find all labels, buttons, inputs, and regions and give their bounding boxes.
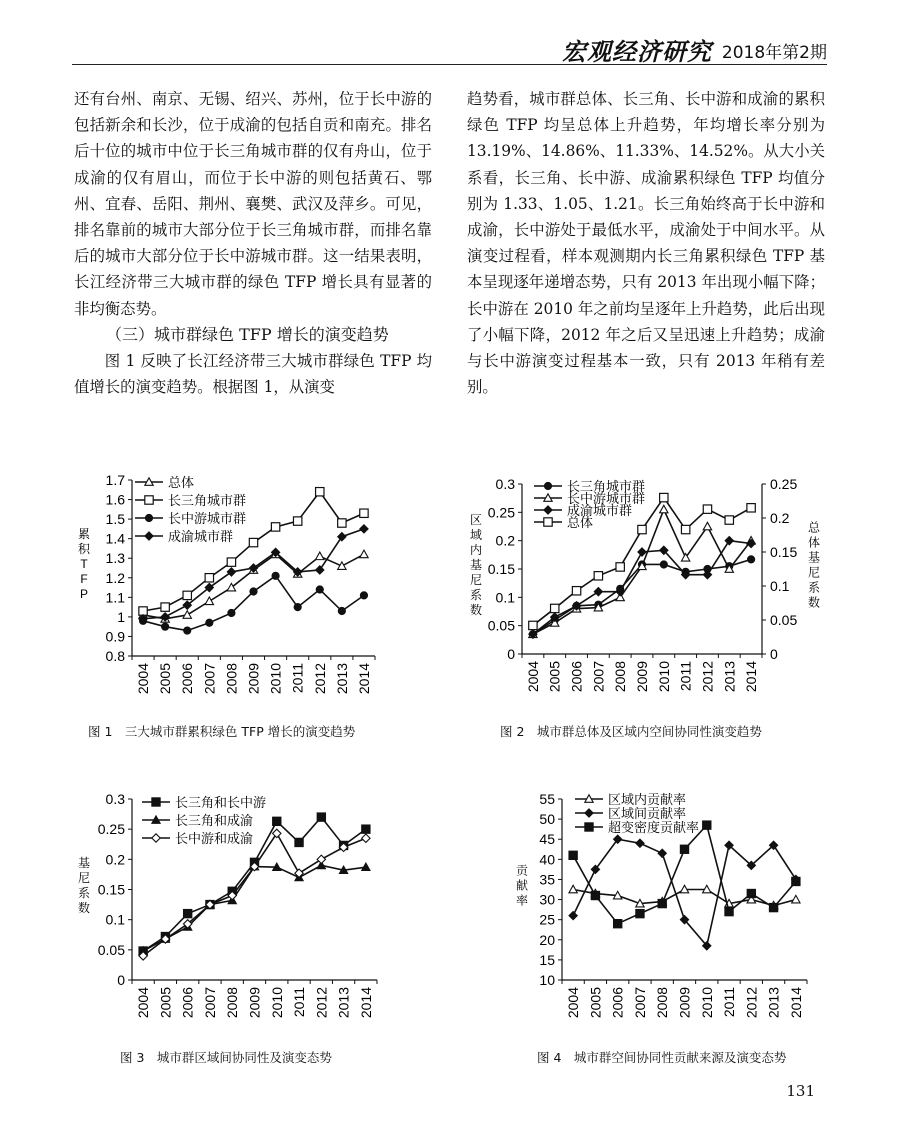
figure-1-chart: [70, 472, 400, 712]
y-right-tick-label: 0.2: [770, 510, 790, 526]
legend-label: 成渝城市群: [168, 529, 234, 544]
data-point: [205, 574, 213, 582]
x-tick-label: 2007: [201, 663, 218, 695]
data-point: [658, 849, 666, 857]
data-point: [594, 572, 602, 580]
data-point: [572, 587, 580, 595]
y-tick-label: 50: [539, 811, 555, 828]
series-line: [143, 576, 364, 631]
legend-label: 长中游和成渝: [175, 831, 254, 846]
x-tick-label: 2008: [224, 987, 241, 1019]
data-point: [551, 604, 559, 612]
data-point: [747, 539, 755, 547]
section-heading: （三）城市群绿色 TFP 增长的演变趋势: [106, 324, 389, 344]
data-point: [362, 825, 370, 833]
data-point: [228, 609, 235, 616]
x-tick-label: 2014: [357, 987, 374, 1019]
legend-label: 长三角和长中游: [175, 795, 267, 810]
data-point: [703, 522, 711, 530]
legend-label: 长三角和成渝: [175, 813, 254, 828]
y-right-tick-label: 0.25: [770, 476, 798, 492]
y-axis-label: 基尼系数: [77, 856, 91, 915]
left-paragraph-1: 还有台州、南京、无锡、绍兴、苏州，位于长中游的包括新余和长沙，位于成渝的包括自贡和南充。排名后十位的城市中位于长三角城市群的仅有舟山，位于成渝的仅有眉山，而位于长中游的则包括黄石、鄂州、宜春、岳阳、荆州、襄樊、武汉及萍乡。可见，排名靠前的城市大部分位于长三角城市群，而排名靠后的城市大部分位于长中游城市群。这一结果表明，长江经济带三大城市群的绿色 TFP 增长具有显著的非均衡态势。: [74, 90, 432, 318]
x-tick-label: 2008: [654, 987, 671, 1019]
page-header: [72, 28, 827, 65]
data-point: [569, 851, 577, 859]
data-point: [183, 591, 191, 599]
data-point: [293, 517, 301, 525]
legend-label: 成渝城市群: [567, 503, 633, 518]
x-tick-label: 2012: [311, 663, 328, 695]
data-point: [249, 538, 257, 546]
x-tick-label: 2005: [157, 663, 174, 695]
data-point: [360, 592, 367, 599]
legend-label: 区域内贡献率: [608, 792, 687, 807]
y-tick-label: 1.3: [105, 550, 125, 567]
legend-label: 总体: [567, 515, 594, 530]
x-tick-label: 2012: [699, 661, 716, 693]
x-tick-label: 2004: [135, 987, 152, 1019]
y-tick-label: 1.5: [105, 511, 125, 528]
y-axis-label: 贡献率: [515, 863, 529, 908]
y-tick-label: 1: [117, 608, 125, 625]
series-line: [143, 865, 366, 951]
data-point: [792, 877, 800, 885]
x-tick-label: 2005: [157, 987, 174, 1019]
x-tick-label: 2004: [135, 663, 152, 695]
data-point: [660, 493, 668, 501]
legend-marker: [152, 798, 160, 806]
data-point: [362, 834, 370, 842]
data-point: [338, 562, 346, 570]
y-tick-label: 0.15: [97, 881, 125, 898]
series-2: [569, 821, 800, 928]
x-tick-label: 2012: [743, 987, 760, 1019]
legend-marker: [585, 823, 593, 831]
x-tick-label: 2010: [655, 661, 672, 693]
figure-3-chart: [70, 785, 400, 1035]
legend-marker: [145, 514, 152, 521]
legend-label: 长中游城市群: [567, 491, 646, 506]
x-tick-label: 2014: [743, 661, 760, 693]
y-tick-label: 25: [539, 911, 555, 928]
y-right-tick-label: 0.05: [770, 612, 798, 628]
y-tick-label: 0.25: [487, 504, 515, 521]
data-point: [703, 821, 711, 829]
legend-label: 长三角城市群: [168, 493, 247, 508]
x-tick-label: 2011: [721, 987, 738, 1018]
legend: [534, 479, 645, 530]
y-tick-label: 10: [539, 972, 555, 988]
data-point: [273, 817, 281, 825]
data-point: [161, 603, 169, 611]
data-point: [636, 839, 644, 847]
y-tick-label: 0.3: [105, 791, 125, 807]
y-tick-label: 0: [507, 646, 515, 662]
data-point: [316, 552, 324, 560]
y-tick-label: 15: [539, 951, 555, 968]
x-tick-label: 2008: [612, 661, 629, 693]
y-tick-label: 1.2: [105, 569, 125, 586]
y-tick-label: 45: [539, 831, 555, 848]
data-point: [227, 558, 235, 566]
data-point: [591, 891, 599, 899]
y-tick-label: 1.6: [105, 491, 125, 508]
y-tick-label: 0.2: [495, 532, 515, 549]
legend-label: 长三角城市群: [567, 479, 646, 494]
x-tick-label: 2014: [355, 663, 372, 695]
x-tick-label: 2011: [289, 663, 306, 694]
y-right-tick-label: 0.1: [770, 578, 790, 594]
x-tick-label: 2006: [609, 987, 626, 1019]
data-point: [747, 504, 755, 512]
legend-marker: [544, 518, 552, 526]
data-point: [569, 911, 577, 919]
y-axis-right-label: 总体基尼系数: [807, 520, 821, 610]
data-point: [360, 550, 368, 558]
left-paragraph-2: 图 1 反映了长江经济带三大城市群绿色 TFP 均值增长的演变趋势。根据图 1，从演变: [74, 352, 432, 397]
x-tick-label: 2012: [313, 987, 330, 1019]
legend: [142, 795, 266, 846]
data-point: [638, 548, 646, 556]
series-line: [143, 833, 366, 955]
data-point: [360, 525, 368, 533]
data-point: [638, 525, 646, 533]
data-point: [316, 488, 324, 496]
data-point: [338, 607, 345, 614]
data-point: [250, 588, 257, 595]
legend-marker: [152, 834, 160, 842]
legend-marker: [585, 809, 593, 817]
legend-label: 长中游城市群: [168, 511, 247, 526]
figure-3-caption: 图 3 城市群区域间协同性及演变态势: [120, 1050, 332, 1065]
x-tick-label: 2011: [291, 987, 308, 1018]
x-tick-label: 2006: [568, 661, 585, 693]
x-tick-label: 2005: [587, 987, 604, 1019]
legend-marker: [145, 496, 153, 504]
data-point: [317, 813, 325, 821]
data-point: [338, 533, 346, 541]
legend: [135, 475, 246, 544]
x-tick-label: 2009: [634, 661, 650, 693]
right-column: [467, 86, 825, 400]
legend-label: 总体: [168, 475, 195, 490]
legend-marker: [145, 532, 153, 540]
x-tick-label: 2013: [335, 987, 352, 1019]
x-tick-label: 2013: [765, 987, 782, 1019]
y-axis-label: 累积 T F P: [77, 527, 91, 601]
y-tick-label: 1.7: [105, 472, 125, 488]
legend-label: 区域间贡献率: [608, 806, 687, 821]
journal-title: 宏观经济研究: [562, 37, 712, 66]
series-line: [533, 559, 751, 634]
figure-4-chart: [500, 785, 830, 1035]
legend-marker: [544, 482, 551, 489]
x-tick-label: 2007: [201, 987, 218, 1019]
data-point: [703, 505, 711, 513]
data-point: [294, 604, 301, 611]
figure-1-caption: 图 1 三大城市群累积绿色 TFP 增长的演变趋势: [88, 724, 356, 739]
series-1: [139, 861, 370, 954]
series-2: [529, 536, 756, 638]
x-tick-label: 2006: [179, 663, 196, 695]
data-point: [769, 903, 777, 911]
x-tick-label: 2010: [698, 987, 715, 1019]
data-point: [660, 505, 668, 513]
x-tick-label: 2014: [787, 987, 804, 1019]
series-2: [139, 829, 370, 960]
y-tick-label: 0.1: [495, 589, 515, 606]
x-tick-label: 2009: [676, 987, 693, 1019]
y-tick-label: 0.15: [487, 561, 515, 577]
data-point: [660, 561, 667, 568]
data-point: [725, 536, 733, 544]
data-point: [362, 863, 370, 871]
x-tick-label: 2013: [333, 663, 350, 695]
data-point: [316, 566, 324, 574]
y-tick-label: 1.1: [105, 589, 125, 606]
data-point: [317, 855, 325, 863]
x-tick-label: 2007: [631, 987, 648, 1019]
x-tick-label: 2010: [268, 987, 285, 1019]
data-point: [613, 919, 621, 927]
y-tick-label: 0.9: [105, 628, 125, 645]
data-point: [636, 909, 644, 917]
data-point: [272, 572, 279, 579]
y-tick-label: 30: [539, 891, 555, 908]
data-point: [680, 845, 688, 853]
x-tick-label: 2013: [721, 661, 738, 693]
y-tick-label: 0.25: [97, 821, 125, 838]
data-point: [206, 619, 213, 626]
figure-2-chart: [462, 472, 832, 712]
data-point: [273, 829, 281, 837]
x-tick-label: 2011: [677, 661, 694, 692]
right-paragraph-1: 趋势看，城市群总体、长三角、长中游和成渝的累积绿色 TFP 均呈总体上升趋势，年均增长率分别为 13.19%、14.86%、11.33%、14.52%。从大小关系看，长三角、长中游、成渝累积绿色 TFP 均值分别为 1.33、1.05、1.21。长三角始终高于长中游和成渝，长中游处于最低水平，成渝处于中间水平。从演变过程看，样本观测期内长三角累积绿色 TFP 基本呈现逐年递增态势，只有 2013 年出现小幅下降；长中游在 2010 年之前均呈逐年上升趋势，此后出现了小幅下降，2012 年之后又呈迅速上升趋势；成渝与长中游演变过程基本一致，只有 2013 年稍有差别。: [467, 90, 825, 397]
data-point: [295, 838, 303, 846]
x-tick-label: 2004: [524, 661, 541, 693]
page-number: 131: [786, 1082, 815, 1100]
data-point: [569, 885, 577, 893]
data-point: [594, 587, 602, 595]
data-point: [183, 611, 191, 619]
x-tick-label: 2007: [590, 661, 607, 693]
x-tick-label: 2005: [546, 661, 563, 693]
y-tick-label: 55: [539, 791, 555, 807]
legend: [575, 792, 699, 835]
data-point: [747, 556, 754, 563]
data-point: [725, 516, 733, 524]
data-point: [616, 563, 624, 571]
data-point: [316, 586, 323, 593]
data-point: [205, 597, 213, 605]
data-point: [529, 621, 537, 629]
x-tick-label: 2006: [179, 987, 196, 1019]
y-tick-label: 0.1: [105, 911, 125, 928]
data-point: [271, 523, 279, 531]
y-tick-label: 0.2: [105, 851, 125, 868]
x-tick-label: 2004: [565, 987, 582, 1019]
series-0: [139, 550, 368, 622]
x-tick-label: 2008: [223, 663, 240, 695]
y-tick-label: 40: [539, 851, 555, 868]
data-point: [747, 889, 755, 897]
data-point: [658, 899, 666, 907]
y-tick-label: 0.8: [105, 648, 125, 664]
y-right-tick-label: 0: [770, 646, 778, 662]
y-axis-label: 区域内基尼系数: [469, 513, 483, 617]
y-tick-label: 0.3: [495, 476, 515, 492]
figure-4-caption: 图 4 城市群空间协同性贡献来源及演变态势: [537, 1050, 787, 1065]
data-point: [183, 909, 191, 917]
y-tick-label: 1.4: [105, 530, 125, 547]
y-tick-label: 20: [539, 931, 555, 948]
data-point: [338, 519, 346, 527]
data-point: [792, 895, 800, 903]
data-point: [184, 627, 191, 634]
data-point: [725, 907, 733, 915]
figure-2-caption: 图 2 城市群总体及区域内空间协同性演变趋势: [500, 724, 762, 739]
data-point: [162, 623, 169, 630]
data-point: [681, 525, 689, 533]
x-tick-label: 2010: [267, 663, 284, 695]
y-tick-label: 0.05: [97, 941, 125, 958]
series-line: [573, 825, 796, 924]
x-tick-label: 2009: [246, 987, 263, 1019]
y-tick-label: 0.05: [487, 617, 515, 634]
legend-label: 超变密度贡献率: [608, 820, 700, 835]
legend-marker: [544, 506, 552, 514]
x-tick-label: 2009: [245, 663, 262, 695]
y-tick-label: 35: [539, 871, 555, 888]
issue-label: 2018年第2期: [721, 43, 827, 63]
y-tick-label: 0: [117, 972, 125, 988]
data-point: [360, 509, 368, 517]
left-column: [74, 86, 432, 400]
y-right-tick-label: 0.15: [770, 544, 798, 560]
